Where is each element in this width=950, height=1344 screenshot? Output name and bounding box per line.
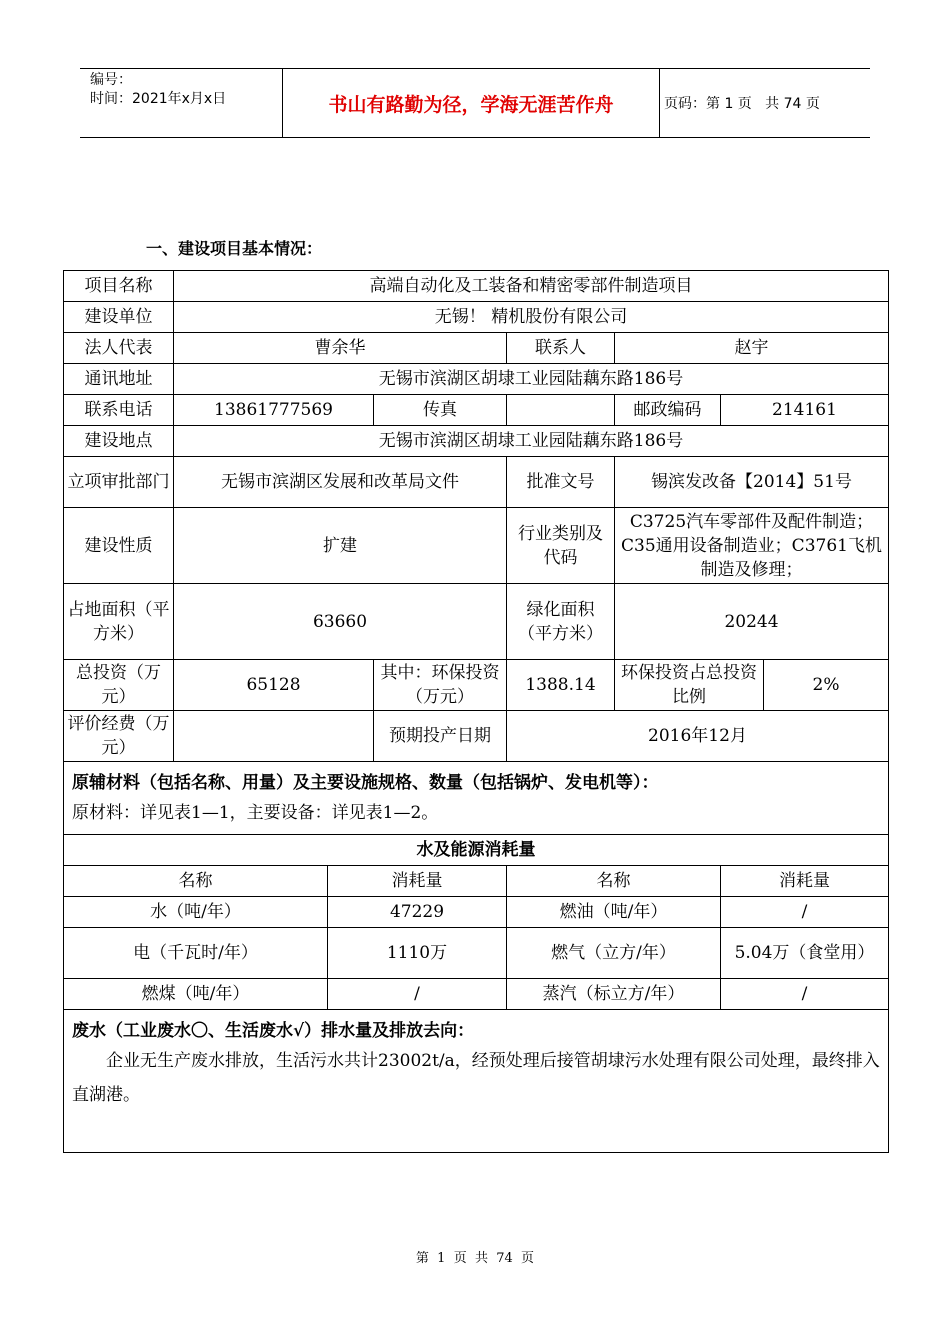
header-motto-cell xyxy=(282,69,660,137)
builder: 无锡！ 精机股份有限公司 xyxy=(174,302,889,333)
start-date: 2016年12月 xyxy=(507,711,889,762)
fax xyxy=(507,395,615,426)
materials-heading: 原辅材料（包括名称、用量）及主要设施规格、数量（包括锅炉、发电机等）： xyxy=(72,773,659,793)
energy-col-amount-2: 消耗量 xyxy=(721,866,889,897)
energy-col-name-1: 名称 xyxy=(64,866,328,897)
wastewater-section xyxy=(64,1010,889,1153)
eval-fee-label: 评价经费（万元） xyxy=(64,711,174,762)
address-label: 通讯地址 xyxy=(64,364,174,395)
start-date-label: 预期投产日期 xyxy=(374,711,507,762)
header-motto: 书山有路勤为径，学海无涯苦作舟 xyxy=(328,93,614,116)
env-invest: 1388.14 xyxy=(507,660,615,711)
project-info-table xyxy=(63,270,889,1153)
legal-rep-label: 法人代表 xyxy=(64,333,174,364)
page-footer: 第 1 页 共 74 页 xyxy=(415,1251,535,1266)
page-header xyxy=(80,68,870,138)
water-amount: 47229 xyxy=(328,897,507,928)
approval-dept-label: 立项审批部门 xyxy=(64,457,174,508)
gas-amount: 5.04万（食堂用） xyxy=(721,928,889,979)
invest: 65128 xyxy=(174,660,374,711)
contact: 赵宇 xyxy=(615,333,889,364)
header-page-info: 页码：第 1 页 共 74 页 xyxy=(664,96,820,112)
project-name: 高端自动化及工装备和精密零部件制造项目 xyxy=(174,271,889,302)
approval-dept: 无锡市滨湖区发展和改革局文件 xyxy=(174,457,507,508)
area: 63660 xyxy=(174,584,507,660)
contact-label: 联系人 xyxy=(507,333,615,364)
approval-no-label: 批准文号 xyxy=(507,457,615,508)
site: 无锡市滨湖区胡埭工业园陆藕东路186号 xyxy=(174,426,889,457)
gas-label: 燃气（立方/年） xyxy=(507,928,721,979)
phone-label: 联系电话 xyxy=(64,395,174,426)
section-title: 一、建设项目基本情况： xyxy=(146,239,323,258)
industry: C3725汽车零部件及配件制造；C35通用设备制造业；C3761飞机制造及修理； xyxy=(615,508,889,584)
oil-amount: / xyxy=(721,897,889,928)
nature-label: 建设性质 xyxy=(64,508,174,584)
power-amount: 1110万 xyxy=(328,928,507,979)
eval-fee xyxy=(174,711,374,762)
green: 20244 xyxy=(615,584,889,660)
builder-label: 建设单位 xyxy=(64,302,174,333)
area-label: 占地面积（平方米） xyxy=(64,584,174,660)
coal-label: 燃煤（吨/年） xyxy=(64,979,328,1010)
energy-col-amount-1: 消耗量 xyxy=(328,866,507,897)
project-name-label: 项目名称 xyxy=(64,271,174,302)
steam-amount: / xyxy=(721,979,889,1010)
wastewater-text: 企业无生产废水排放，生活污水共计23002t/a，经预处理后接管胡埭污水处理有限公司处理，最终排入直湖港。 xyxy=(72,1051,880,1105)
invest-label: 总投资（万元） xyxy=(64,660,174,711)
phone: 13861777569 xyxy=(174,395,374,426)
env-invest-label: 其中：环保投资（万元） xyxy=(374,660,507,711)
approval-no: 锡滨发改备【2014】51号 xyxy=(615,457,889,508)
postcode: 214161 xyxy=(721,395,889,426)
serial-label: 编号： xyxy=(90,72,132,88)
energy-title: 水及能源消耗量 xyxy=(64,835,889,866)
coal-amount: / xyxy=(328,979,507,1010)
oil-label: 燃油（吨/年） xyxy=(507,897,721,928)
materials-text: 原材料：详见表1—1，主要设备：详见表1—2。 xyxy=(72,803,439,823)
header-meta xyxy=(90,71,280,109)
postcode-label: 邮政编码 xyxy=(615,395,721,426)
fax-label: 传真 xyxy=(374,395,507,426)
address: 无锡市滨湖区胡埭工业园陆藕东路186号 xyxy=(174,364,889,395)
water-label: 水（吨/年） xyxy=(64,897,328,928)
legal-rep: 曹余华 xyxy=(174,333,507,364)
green-label: 绿化面积（平方米） xyxy=(507,584,615,660)
steam-label: 蒸汽（标立方/年） xyxy=(507,979,721,1010)
nature: 扩建 xyxy=(174,508,507,584)
industry-label: 行业类别及代码 xyxy=(507,508,615,584)
site-label: 建设地点 xyxy=(64,426,174,457)
materials-section xyxy=(64,762,889,835)
env-ratio: 2% xyxy=(764,660,889,711)
wastewater-heading: 废水（工业废水〇、生活废水√）排水量及排放去向： xyxy=(72,1021,475,1041)
time-label: 时间：2021年x月x日 xyxy=(90,91,227,107)
power-label: 电（千瓦时/年） xyxy=(64,928,328,979)
energy-col-name-2: 名称 xyxy=(507,866,721,897)
env-ratio-label: 环保投资占总投资比例 xyxy=(615,660,764,711)
